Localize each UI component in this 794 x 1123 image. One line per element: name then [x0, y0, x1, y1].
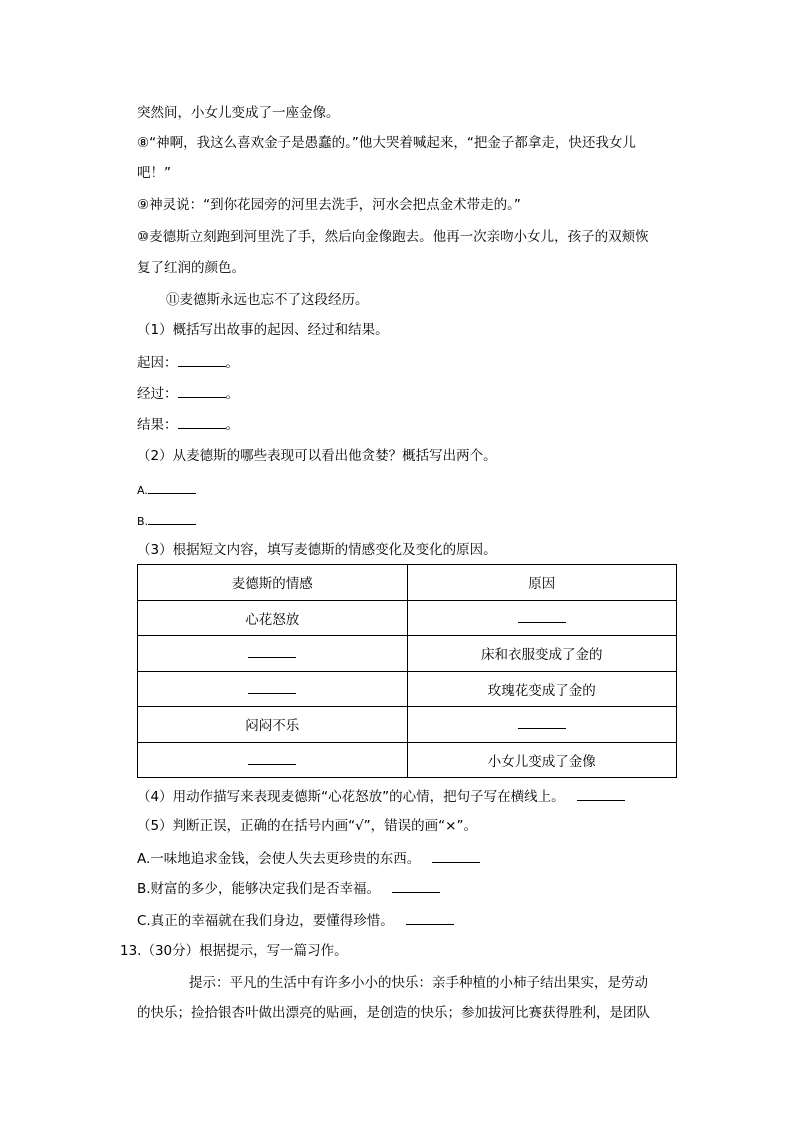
q5-item-c [137, 911, 454, 930]
passage-line: ⑩麦德斯立刻跑到河里洗了手，然后向金像跑去。他再一次亲吻小女儿，孩子的双颊恢 [137, 229, 649, 245]
table-row [138, 742, 677, 778]
question-4-prompt: （4）用动作描写来表现麦德斯“心花怒放”的心情，把句子写在横线上。 [137, 789, 565, 805]
punct: 。 [225, 386, 239, 402]
question-13-title: 13.（30分）根据提示，写一篇习作。 [120, 943, 348, 959]
reason-cell [407, 600, 677, 636]
q2-item-b [137, 511, 196, 531]
passage-line: ⑧“神啊，我这么喜欢金子是愚蠢的。”他大哭着喊起来，“把金子都拿走，快还我女儿 [137, 135, 636, 151]
header-cell: 原因 [407, 565, 677, 601]
question-13-hint: 的快乐；捡拾银杏叶做出漂亮的贴画，是创造的快乐；参加拔河比赛获得胜利，是团队 [137, 1005, 650, 1021]
passage-line: 复了红润的颜色。 [137, 260, 245, 276]
q5-item-a [137, 849, 480, 868]
passage-line: 突然间，小女儿变成了一座金像。 [137, 105, 340, 121]
q2-item-a [137, 480, 196, 500]
answer-blank[interactable] [406, 911, 454, 925]
label: A. [137, 484, 148, 497]
q5-item-b [137, 879, 440, 898]
answer-blank[interactable] [248, 751, 296, 765]
passage-line: 吧！” [137, 165, 171, 181]
reason-cell [407, 707, 677, 743]
question-3-prompt: （3）根据短文内容，填写麦德斯的情感变化及变化的原因。 [137, 542, 497, 558]
answer-blank[interactable] [248, 680, 296, 694]
answer-blank[interactable] [518, 609, 566, 623]
table-row [138, 671, 677, 707]
answer-blank[interactable] [392, 879, 440, 893]
question-5-prompt: （5）判断正误，正确的在括号内画“√”，错误的画“×”。 [137, 818, 477, 834]
reason-cell: 玫瑰花变成了金的 [407, 671, 677, 707]
answer-blank[interactable] [178, 353, 226, 367]
table-row [138, 707, 677, 743]
emotion-cell: 心花怒放 [138, 600, 408, 636]
header-cell: 麦德斯的情感 [138, 565, 408, 601]
q1-process [137, 384, 239, 403]
question-13-hint: 提示：平凡的生活中有许多小小的快乐：亲手种植的小柿子结出果实，是劳动 [189, 975, 648, 991]
statement: A.一味地追求金钱，会使人失去更珍贵的东西。 [137, 851, 421, 867]
table-header-row [138, 565, 677, 601]
answer-blank[interactable] [518, 715, 566, 729]
answer-blank[interactable] [148, 480, 196, 494]
answer-blank[interactable] [432, 849, 480, 863]
answer-blank[interactable] [577, 787, 625, 801]
answer-blank[interactable] [148, 511, 196, 525]
q1-cause [137, 353, 239, 372]
punct: 。 [225, 355, 239, 371]
emotion-cell: 闷闷不乐 [138, 707, 408, 743]
label: 经过： [137, 386, 178, 402]
answer-blank[interactable] [248, 644, 296, 658]
label: B. [137, 515, 149, 528]
passage-line: ⑨神灵说：“到你花园旁的河里去洗手，河水会把点金术带走的。” [137, 197, 521, 213]
table-row [138, 636, 677, 672]
emotion-cell [138, 742, 408, 778]
passage-line: ⑪麦德斯永远也忘不了这段经历。 [166, 292, 369, 308]
question-2-prompt: （2）从麦德斯的哪些表现可以看出他贪婪？概括写出两个。 [137, 448, 497, 464]
question-4 [137, 787, 625, 806]
label: 起因： [137, 355, 178, 371]
reason-cell: 床和衣服变成了金的 [407, 636, 677, 672]
statement: C.真正的幸福就在我们身边，要懂得珍惜。 [137, 913, 394, 929]
emotion-cell [138, 636, 408, 672]
question-1-prompt: （1）概括写出故事的起因、经过和结果。 [137, 322, 389, 338]
q1-result [137, 415, 239, 434]
statement: B.财富的多少，能够决定我们是否幸福。 [137, 881, 381, 897]
table-row [138, 600, 677, 636]
punct: 。 [225, 417, 239, 433]
reason-cell: 小女儿变成了金像 [407, 742, 677, 778]
answer-blank[interactable] [178, 384, 226, 398]
label: 结果： [137, 417, 178, 433]
emotion-table [137, 564, 677, 778]
answer-blank[interactable] [178, 415, 226, 429]
emotion-cell [138, 671, 408, 707]
